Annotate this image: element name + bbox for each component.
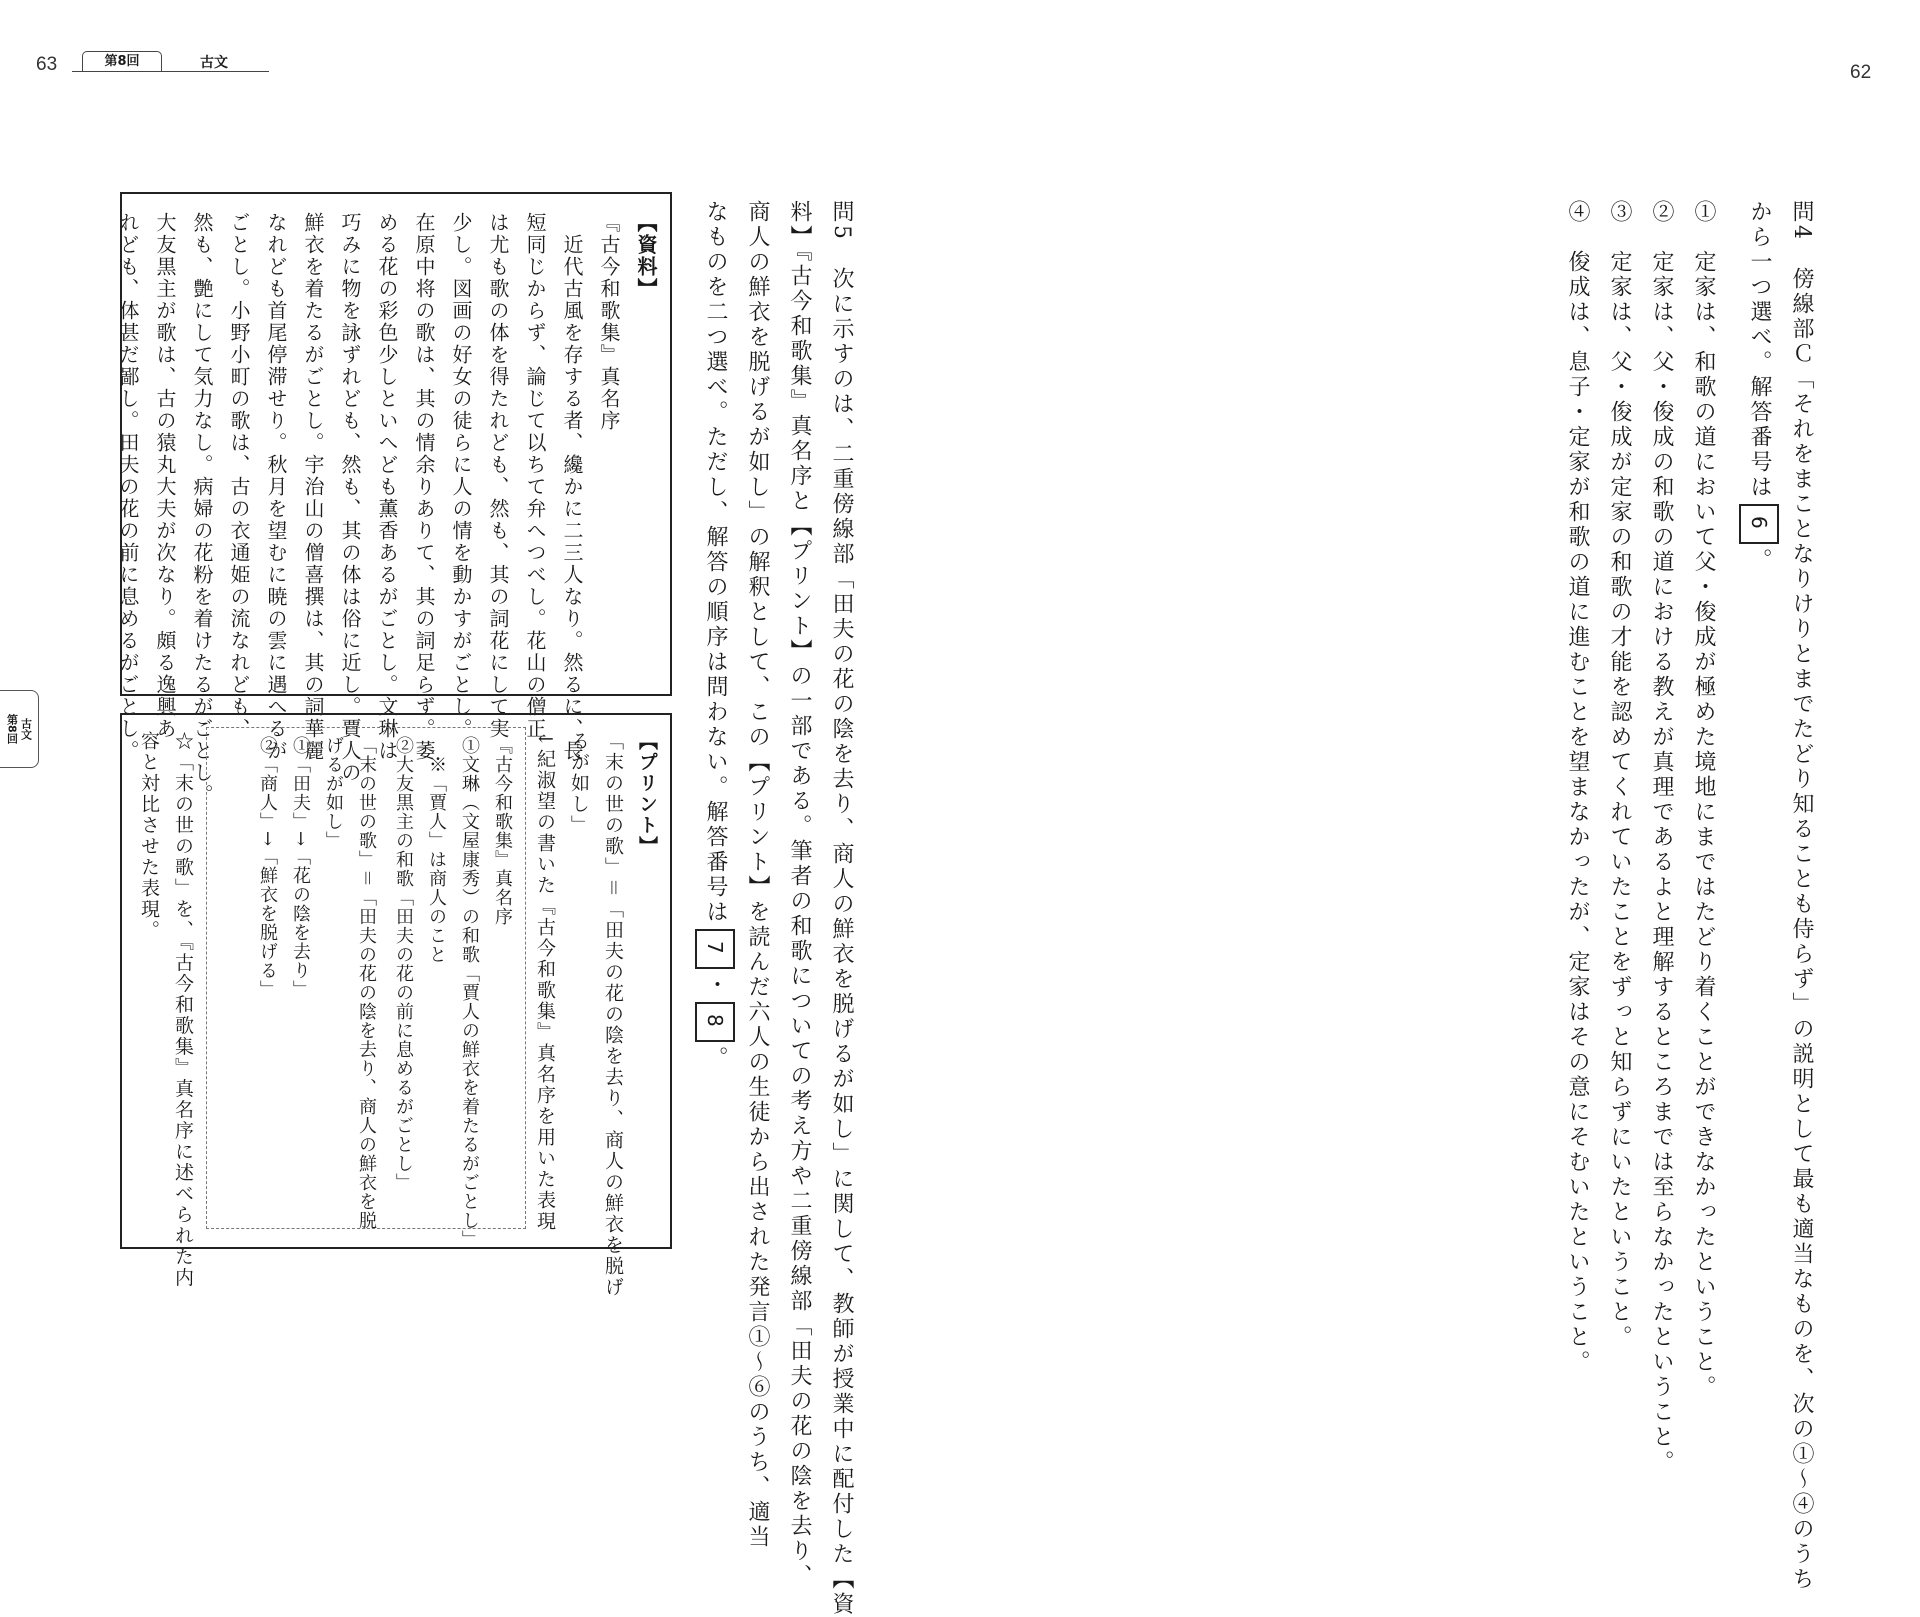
print-inner-line: げるが如し」 [323, 736, 344, 850]
left-page-number: 63 [36, 54, 58, 75]
q4-choice-3[interactable]: ③ 定家は、父・俊成が定家の和歌の才能を認めてくれていたことをずっと知らずにいたということ。 [1607, 200, 1632, 1350]
q5-line: なものを二つ選べ。ただし、解答の順序は問わない。解答番号は7・8。 [694, 200, 736, 1280]
section-badge: 第8回 [82, 51, 162, 71]
shiryo-line: 然も、艶にして気力なし。病婦の花粉を着けたるがごとし。 [190, 212, 214, 806]
q5-line: 商人の鮮衣を脱げるが如し」の解釈として、この【プリント】を読んだ六人の生徒から出された発言①〜⑥のうち、適当 [745, 200, 770, 1550]
shiryo-line: める花の彩色少しといへども薫香あるがごとし。文琳は [375, 212, 399, 762]
shiryo-heading: 【資料】 [634, 212, 658, 300]
print-note-line: ☆「末の世の歌」を、『古今和歌集』真名序に述べられた内 [172, 731, 194, 1289]
answer-box-6[interactable]: 6 [1739, 504, 1779, 544]
q4-choice-4[interactable]: ④ 俊成は、息子・定家が和歌の道に進むことを望まなかったが、定家はその意にそむいたということ。 [1565, 200, 1590, 1375]
print-text-right [528, 731, 664, 1299]
answer-box-7[interactable]: 7 [695, 929, 735, 969]
header-rule [72, 71, 269, 72]
shiryo-line: 鮮衣を着たるがごとし。宇治山の僧喜撰は、其の詞華麗 [301, 212, 325, 762]
answer-box-8[interactable]: 8 [695, 1002, 735, 1042]
shiryo-line: なれども首尾停滞せり。秋月を望むに暁の雲に遇へるが [264, 212, 288, 762]
shiryo-line: 在原中将の歌は、其の情余りありて、其の詞足らず。萎 [412, 212, 436, 762]
side-tab-session: 第8回 [5, 714, 19, 744]
side-tab [0, 690, 39, 768]
print-note [132, 731, 200, 1289]
print-heading: 【プリント】 [636, 731, 658, 857]
shiryo-line: 大友黒主が歌は、古の猿丸大夫が次なり。頗る逸興あ [153, 212, 177, 740]
print-line: ↓紀淑望の書いた『古今和歌集』真名序を用いた表現 [534, 731, 556, 1232]
q5-line: 問5 次に示すのは、二重傍線部「田夫の花の陰を去り、商人の鮮衣を脱げるが如し」に関して、教師が授業中に配付した【資 [829, 200, 854, 1617]
print-line: るが如し」 [568, 731, 590, 836]
question-5 [694, 200, 862, 1617]
shiryo-line: 短同じからず、論じて以ちて弁へつべし。花山の僧正 [523, 212, 547, 740]
print-inner-line: ①「田夫」→「花の陰を去り」 [290, 736, 311, 1000]
shiryo-line: は尤も歌の体を得たれども、然も、其の詞花にして実 [486, 212, 510, 740]
shiryo-line: 『古今和歌集』真名序 [597, 212, 621, 432]
subject-title: 古文 [200, 55, 228, 71]
print-line: 「末の世の歌」＝「田夫の花の陰を去り、商人の鮮衣を脱げ [602, 731, 624, 1299]
shiryo-line: 少し。図画の好女の徒らに人の情を動かすがごとし。 [449, 212, 473, 740]
question-4 [1556, 200, 1822, 1592]
print-dashed-frame [206, 727, 526, 1249]
q4-line: 問4 傍線部Ｃ「それをまことなりけりとまでたどり知ることも侍らず」の説明として最も適当なものを、次の①〜④のうち [1789, 200, 1814, 1592]
print-inner-line: ②大友黒主の和歌「田夫の花の前に息めるがごとし」 [393, 736, 414, 1192]
shiryo-line: 巧みに物を詠ずれども、然も、其の体は俗に近し。賈人の [338, 212, 362, 784]
print-note-line: 容と対比させた表現。 [138, 731, 160, 941]
side-tab-subject: 古文 [19, 718, 33, 740]
q4-choice-2[interactable]: ② 定家は、父・俊成の和歌の道における教えが真理であるよと理解するところまでは至らなかったということ。 [1649, 200, 1674, 1475]
q4-line: から一つ選べ。解答番号は6。 [1738, 200, 1780, 1280]
print-inner-line: 「末の世の歌」＝「田夫の花の陰を去り、商人の鮮衣を脱 [356, 736, 377, 1230]
print-inner-line: ②「商人」→「鮮衣を脱げる」 [257, 736, 278, 1000]
print-inner-line: 『古今和歌集』真名序 [492, 736, 513, 926]
q4-choice-1[interactable]: ① 定家は、和歌の道において父・俊成が極めた境地にまではたどり着くことができなかったということ。 [1691, 200, 1716, 1400]
print-box [120, 713, 672, 1299]
shiryo-line: 近代古風を存する者、纔かに二三人なり。然るに、長 [560, 212, 584, 762]
print-inner-line: ①文琳（文屋康秀）の和歌「賈人の鮮衣を着たるがごとし」 [459, 736, 480, 1249]
right-page-number: 62 [1850, 62, 1872, 83]
print-inner-text [251, 736, 519, 1249]
shiryo-line: ごとし。小野小町の歌は、古の衣通姫の流なれども、 [227, 212, 251, 740]
print-inner-line: ※「賈人」は商人のこと [426, 736, 447, 964]
q5-line: 料】『古今和歌集』真名序と【プリント】の一部である。筆者の和歌についての考え方や二重傍線部「田夫の花の陰を去り、 [787, 200, 812, 1589]
shiryo-line: れども、体甚だ鄙し。田夫の花の前に息めるがごとし。 [116, 212, 140, 762]
